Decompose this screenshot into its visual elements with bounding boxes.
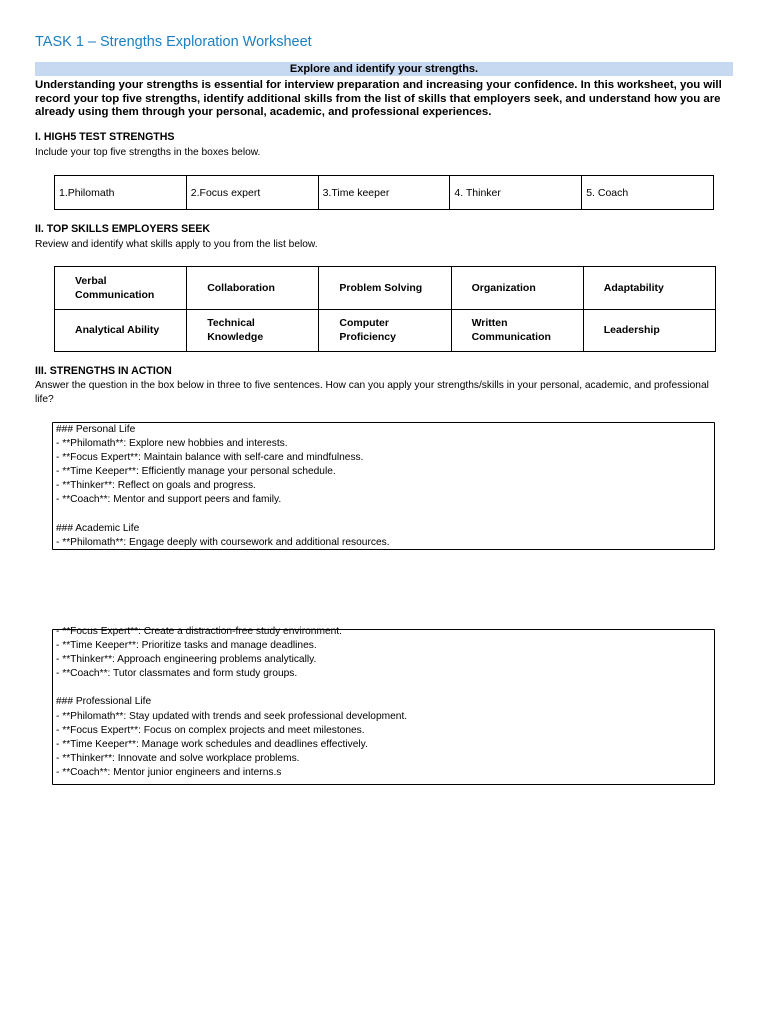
answer-line: - **Focus Expert**: Create a distraction-free study environment.: [56, 626, 342, 637]
section2-description: Review and identify what skills apply to you from the list below.: [35, 239, 318, 250]
section1-description: Include your top five strengths in the boxes below.: [35, 147, 261, 158]
answer-line: - **Focus Expert**: Maintain balance with self-care and mindfulness.: [56, 452, 364, 464]
answer-line: - **Philomath**: Explore new hobbies and interests.: [56, 438, 288, 450]
answer-line: [56, 681, 711, 695]
strength-cell-5: 5. Coach: [582, 176, 714, 210]
answer-line: - **Coach**: Mentor junior engineers and interns.s: [56, 766, 282, 778]
answer-line: [56, 508, 711, 522]
answer-line: - **Time Keeper**: Manage work schedules and deadlines effectively.: [56, 738, 368, 750]
answer-line: ### Personal Life: [56, 424, 136, 435]
section1-heading: I. HIGH5 TEST STRENGTHS: [35, 131, 175, 143]
answer-line: - **Time Keeper**: Efficiently manage your personal schedule.: [56, 466, 336, 478]
skill-cell: Analytical Ability: [55, 309, 187, 352]
section2-heading: II. TOP SKILLS EMPLOYERS SEEK: [35, 223, 211, 235]
section3-heading: III. STRENGTHS IN ACTION: [35, 365, 172, 377]
banner-heading: Explore and identify your strengths.: [35, 62, 733, 76]
section3-description: Answer the question in the box below in three to five sentences. How can you apply your strengths/skills in your personal, academic, and professional life?: [35, 380, 709, 405]
answer-box-part2[interactable]: [52, 626, 715, 785]
answer-line: - **Time Keeper**: Prioritize tasks and manage deadlines.: [56, 640, 317, 652]
answer-line: - **Coach**: Mentor and support peers and family.: [56, 494, 282, 506]
skill-cell: Verbal Communication: [55, 267, 187, 310]
strength-cell-2: 2.Focus expert: [186, 176, 318, 210]
answer-line: - **Focus Expert**: Focus on complex projects and meet milestones.: [56, 724, 365, 736]
skill-cell: Leadership: [583, 309, 715, 352]
skill-cell: Collaboration: [187, 267, 319, 310]
skills-table: [54, 266, 716, 352]
strength-cell-3: 3.Time keeper: [318, 176, 450, 210]
intro-paragraph: Understanding your strengths is essential for interview preparation and increasing your confidence. In this worksheet, you will record your top five strengths, identify additional skills from the list of skills that employers seek, and understand how you are already using them through your personal, academic, and professional experiences.: [35, 79, 722, 118]
strengths-table: [54, 175, 714, 210]
strength-cell-1: 1.Philomath: [55, 176, 187, 210]
answer-line: - **Thinker**: Approach engineering problems analytically.: [56, 654, 317, 666]
strength-cell-4: 4. Thinker: [450, 176, 582, 210]
answer-line: - **Coach**: Tutor classmates and form study groups.: [56, 668, 298, 680]
answer-line: - **Thinker**: Reflect on goals and progress.: [56, 480, 256, 492]
skill-cell: Written Communication: [451, 309, 583, 352]
skill-cell: Adaptability: [583, 267, 715, 310]
answer-box-part1[interactable]: [52, 422, 715, 550]
answer-line: - **Philomath**: Stay updated with trends and seek professional development.: [56, 710, 408, 722]
skill-cell: Technical Knowledge: [187, 309, 319, 352]
skill-cell: Problem Solving: [319, 267, 451, 310]
worksheet-title: TASK 1 – Strengths Exploration Worksheet: [35, 34, 312, 50]
skill-cell: Organization: [451, 267, 583, 310]
answer-line: ### Professional Life: [56, 696, 152, 708]
answer-line: ### Academic Life: [56, 522, 140, 534]
skill-cell: Computer Proficiency: [319, 309, 451, 352]
answer-line: - **Philomath**: Engage deeply with coursework and additional resources.: [56, 536, 390, 548]
answer-line: - **Thinker**: Innovate and solve workplace problems.: [56, 752, 300, 764]
